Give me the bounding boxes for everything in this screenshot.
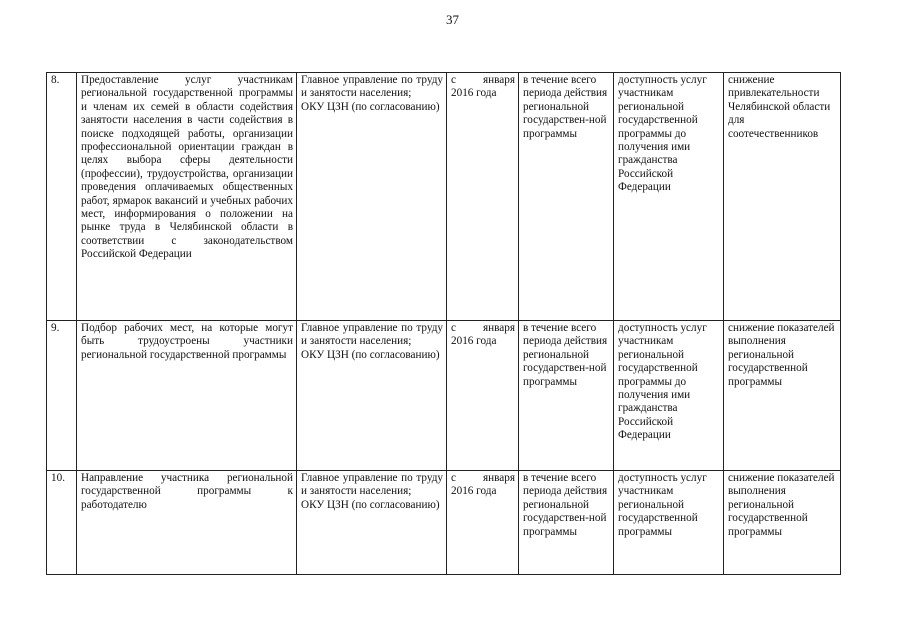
page-number: 37 xyxy=(446,12,459,27)
risk-cell: снижение показателей выполнения региональной государственной программы xyxy=(724,471,841,575)
start-cell: с января 2016 года xyxy=(447,321,519,471)
measures-table xyxy=(46,72,841,575)
activity-cell: Направление участника региональной государственной программы к работодателю xyxy=(77,471,297,575)
risk-cell: снижение привлекательности Челябинской области для соотечественников xyxy=(724,73,841,321)
row-number: 9. xyxy=(47,321,77,471)
executor-cell: Главное управление по труду и занятости населения; ОКУ ЦЗН (по согласованию) xyxy=(297,321,447,471)
executor-cell: Главное управление по труду и занятости населения; ОКУ ЦЗН (по согласованию) xyxy=(297,73,447,321)
result-cell: доступность услуг участникам региональной государственной программы xyxy=(614,471,724,575)
result-cell: доступность услуг участникам региональной государственной программы до получения ими гражданства Российской Федерации xyxy=(614,73,724,321)
table-row xyxy=(47,471,841,575)
row-number: 8. xyxy=(47,73,77,321)
start-cell: с января 2016 года xyxy=(447,73,519,321)
period-cell: в течение всего периода действия региональной государствен-ной программы xyxy=(519,73,614,321)
activity-cell: Предоставление услуг участникам региональной государственной программы и членам их семей в области содействия занятости населения в части содействия в поиске подходящей работы, организации профессиональной ориентации граждан в целях выбора сферы деятельности (профессии), трудоустройства, организации проведения оплачиваемых общественных работ, ярмарок вакансий и учебных рабочих мест, информирования о положении на рынке труда в Челябинской области в соответствии с законодательством Российской Федерации xyxy=(77,73,297,321)
table-row xyxy=(47,73,841,321)
risk-cell: снижение показателей выполнения региональной государственной программы xyxy=(724,321,841,471)
table-row xyxy=(47,321,841,471)
period-cell: в течение всего периода действия региональной государствен-ной программы xyxy=(519,321,614,471)
activity-cell: Подбор рабочих мест, на которые могут быть трудоустроены участники региональной государственной программы xyxy=(77,321,297,471)
period-cell: в течение всего периода действия региональной государствен-ной программы xyxy=(519,471,614,575)
result-cell: доступность услуг участникам региональной государственной программы до получения ими гражданства Российской Федерации xyxy=(614,321,724,471)
executor-cell: Главное управление по труду и занятости населения; ОКУ ЦЗН (по согласованию) xyxy=(297,471,447,575)
start-cell: с января 2016 года xyxy=(447,471,519,575)
row-number: 10. xyxy=(47,471,77,575)
